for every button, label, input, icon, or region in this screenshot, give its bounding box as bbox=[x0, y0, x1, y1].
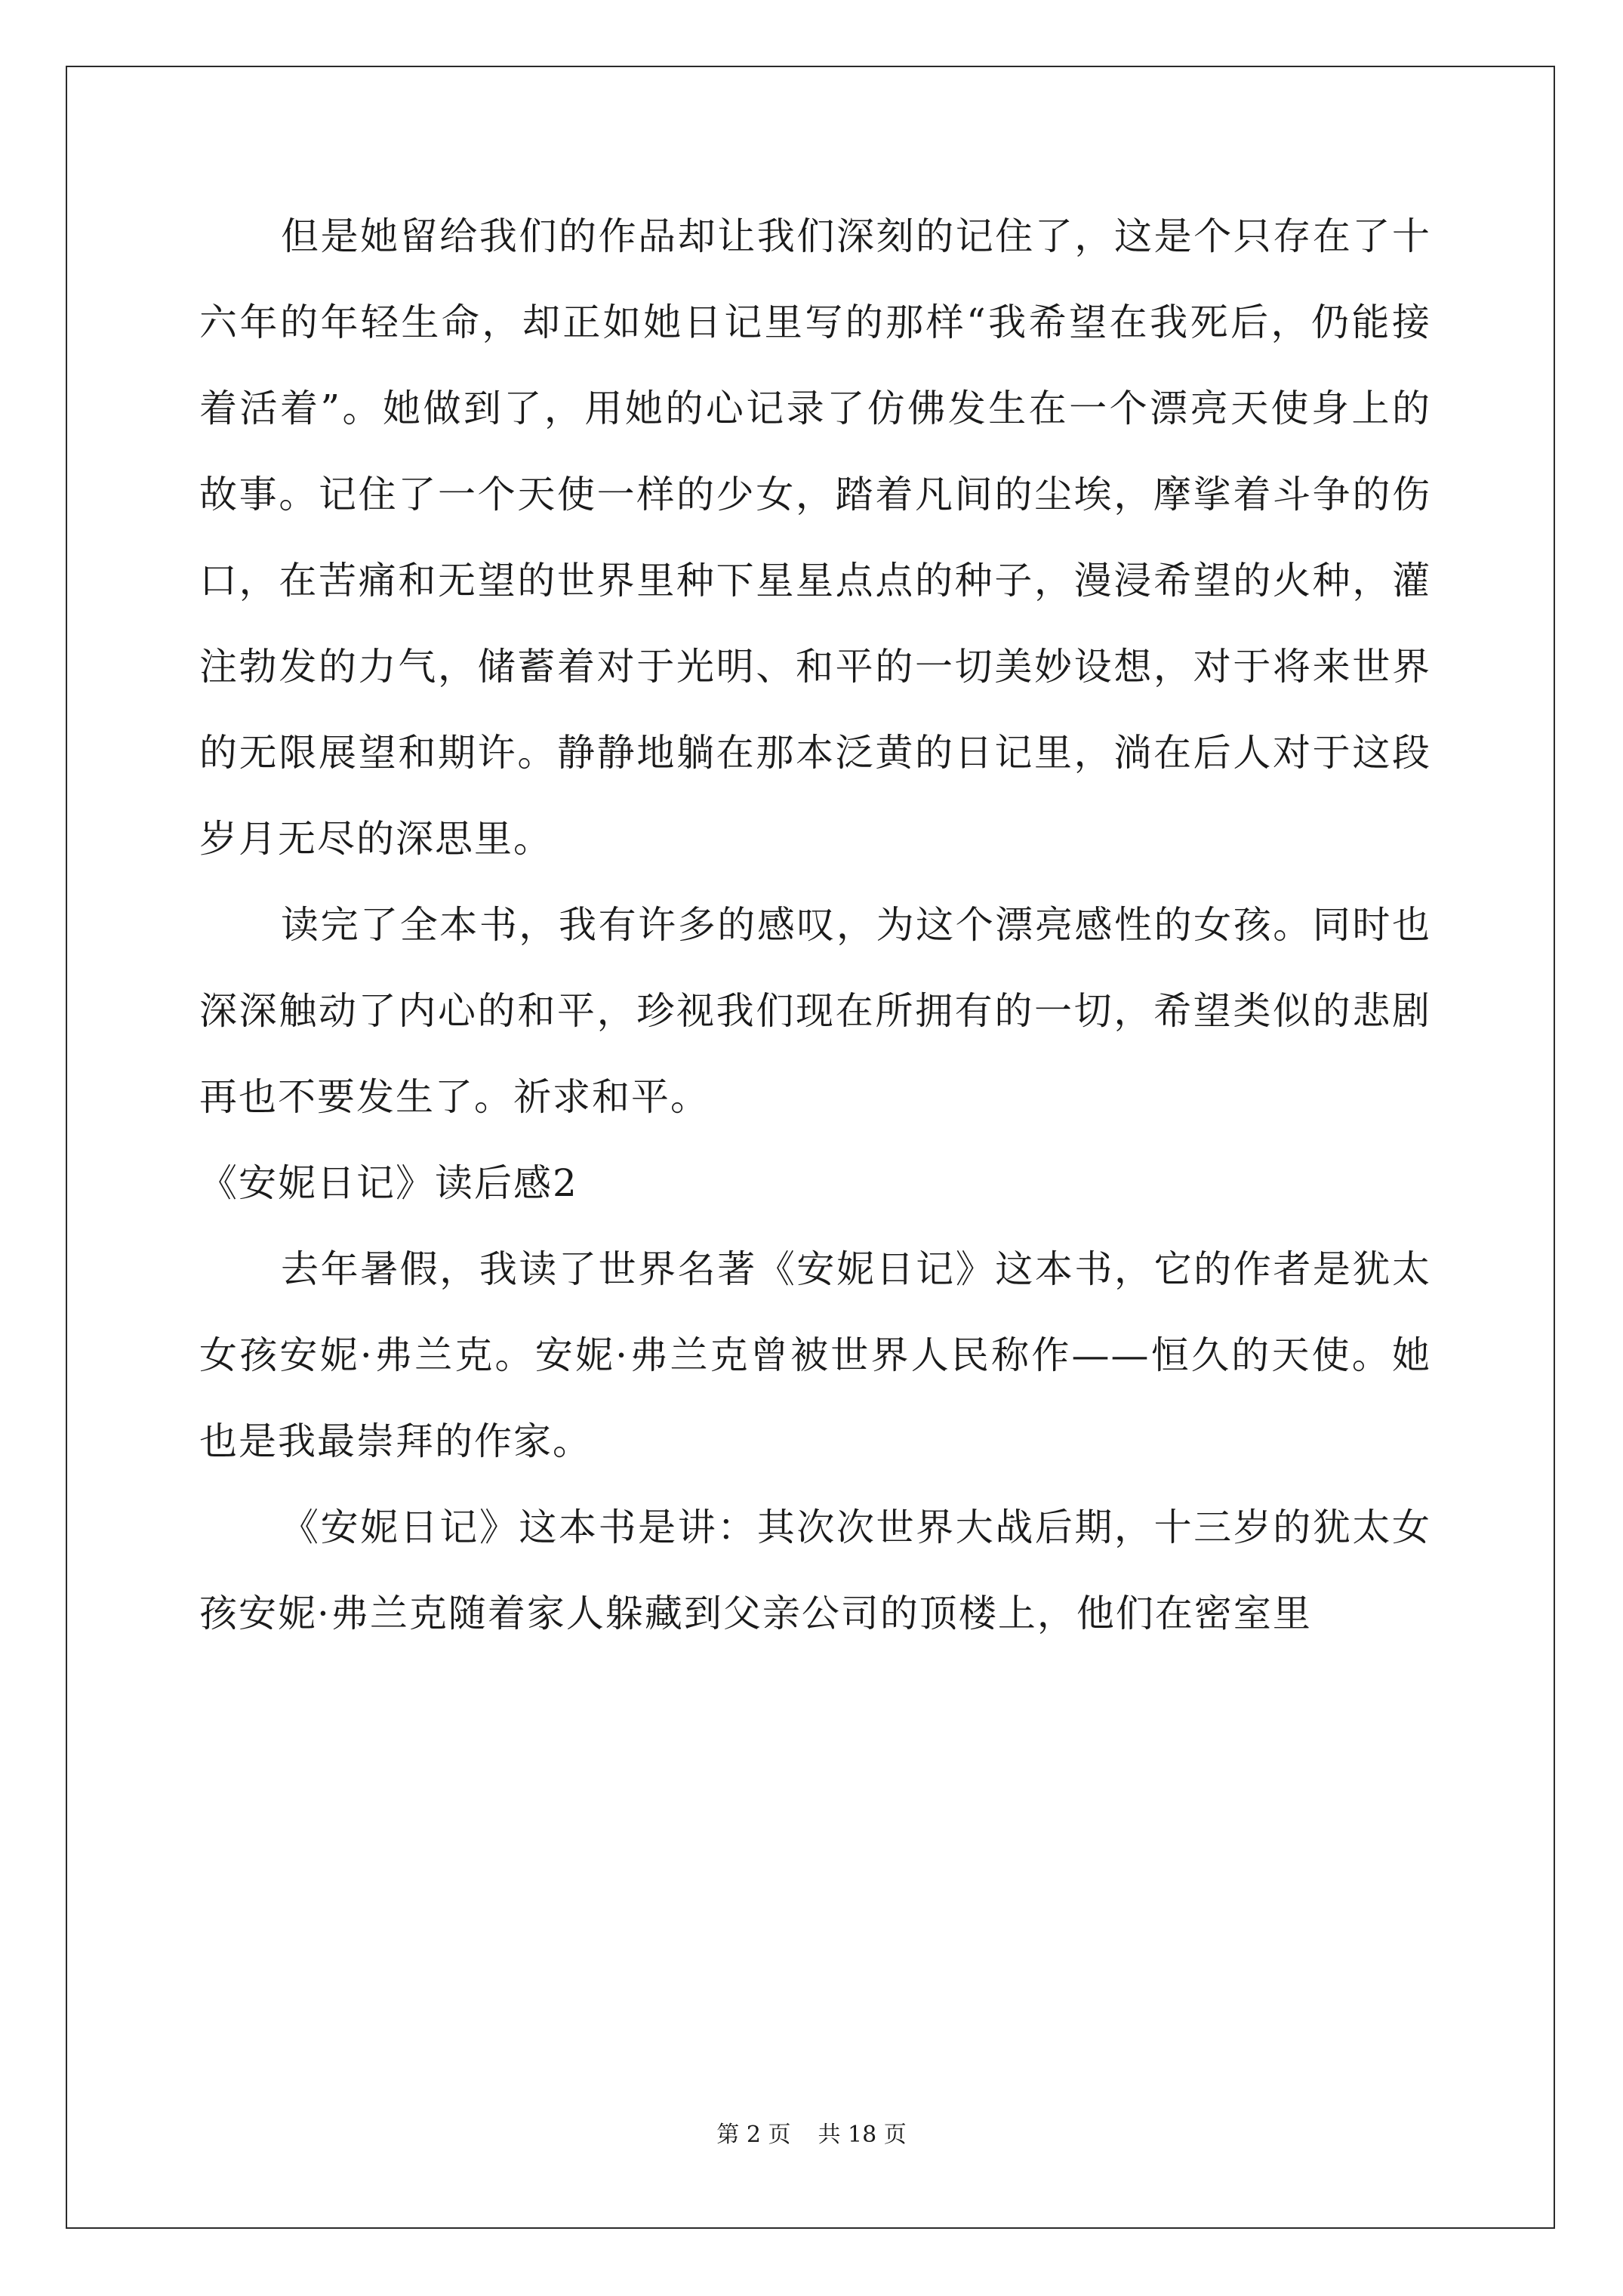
section-heading: 《安妮日记》读后感2 bbox=[199, 1161, 578, 1205]
paragraph-3: 去年暑假，我读了世界名著《安妮日记》这本书，它的作者是犹太女孩安妮·弗兰克。安妮·弗兰克曾被世界人民称作——恒久的天使。她也是我最崇拜的作家。 bbox=[199, 1247, 1431, 1463]
document-body bbox=[199, 193, 1431, 1657]
paragraph-1: 但是她留给我们的作品却让我们深刻的记住了，这是个只存在了十六年的年轻生命，却正如她日记里写的那样“我希望在我死后，仍能接着活着”。她做到了，用她的心记录了仿佛发生在一个漂亮天使身上的故事。记住了一个天使一样的少女，踏着凡间的尘埃，摩挲着斗争的伤口，在苦痛和无望的世界里种下星星点点的种子，漫浸希望的火种，灌注勃发的力气，储蓄着对于光明、和平的一切美妙设想，对于将来世界的无限展望和期许。静静地躺在那本泛黄的日记里，淌在后人对于这段岁月无尽的深思里。 bbox=[199, 214, 1431, 861]
paragraph-4: 《安妮日记》这本书是讲：其次次世界大战后期，十三岁的犹太女孩安妮·弗兰克随着家人躲藏到父亲公司的顶楼上，他们在密室里 bbox=[199, 1505, 1431, 1635]
page-number: 第 2 页 bbox=[716, 2122, 791, 2148]
page-total: 共 18 页 bbox=[818, 2122, 907, 2148]
page-footer bbox=[0, 2120, 1623, 2150]
paragraph-2: 读完了全本书，我有许多的感叹，为这个漂亮感性的女孩。同时也深深触动了内心的和平，珍视我们现在所拥有的一切，希望类似的悲剧再也不要发生了。祈求和平。 bbox=[199, 903, 1431, 1119]
